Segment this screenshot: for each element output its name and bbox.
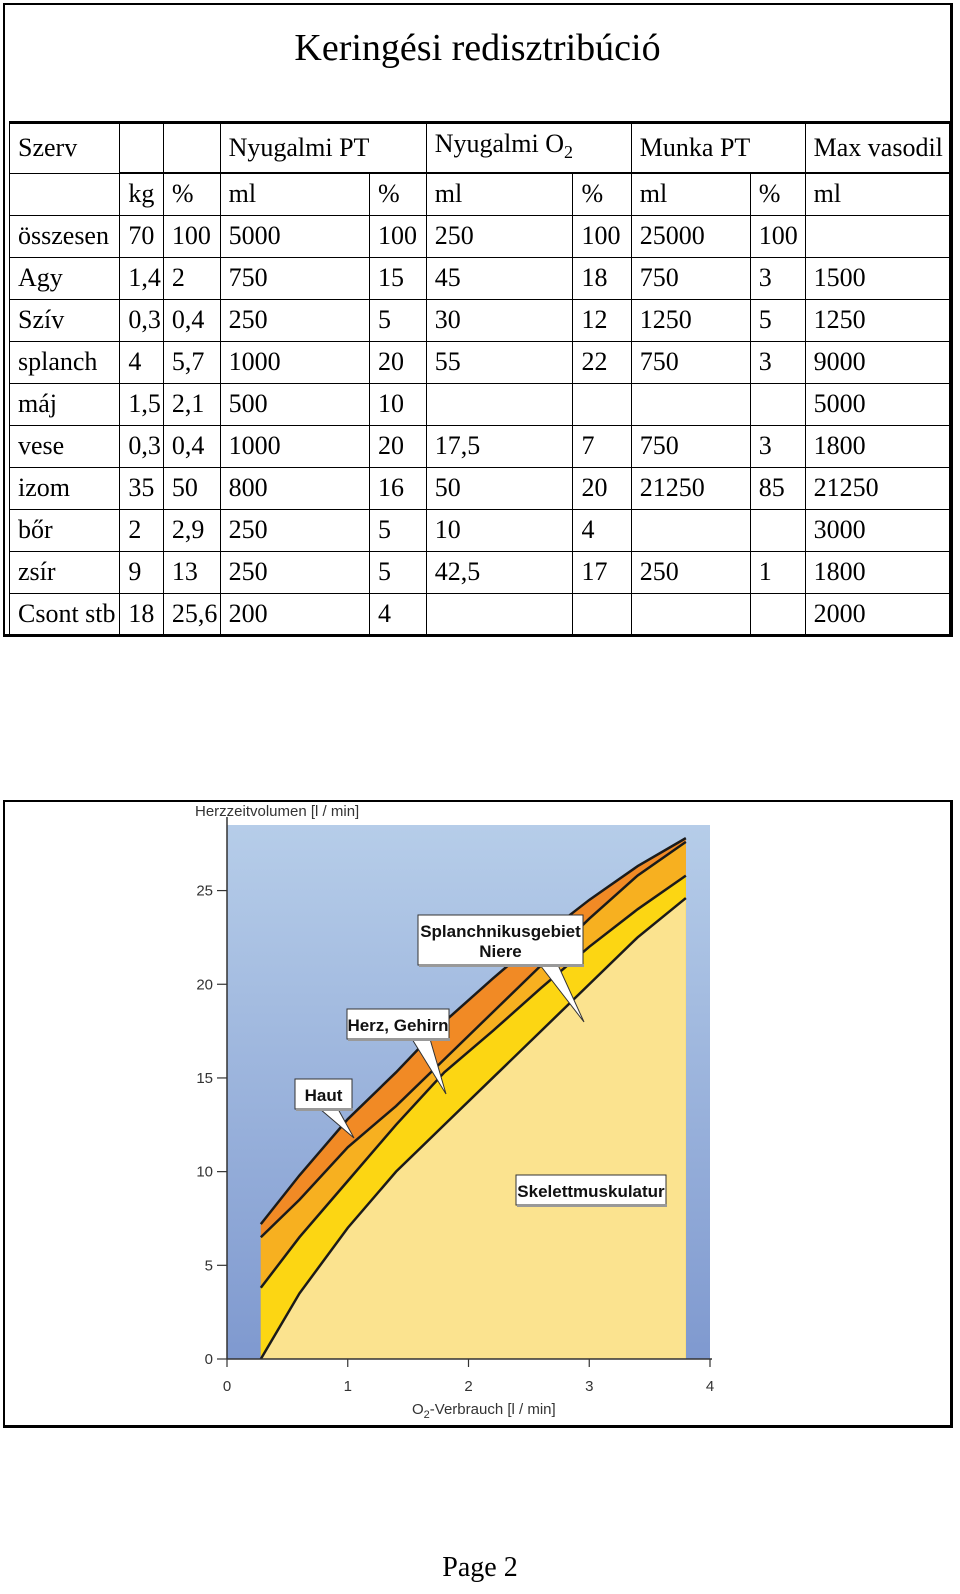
table-cell: 2,1: [163, 383, 220, 425]
table-cell: 250: [220, 551, 369, 593]
table-cell: 25000: [631, 215, 750, 257]
table-cell: 5: [750, 299, 805, 341]
table-cell: [369, 123, 426, 174]
table-cell: 1250: [805, 299, 949, 341]
table-cell: [426, 593, 573, 635]
table-cell: 750: [631, 425, 750, 467]
table-cell: izom: [10, 467, 120, 509]
table-cell: 0,4: [163, 299, 220, 341]
table-cell: 5000: [220, 215, 369, 257]
table-cell: 10: [369, 383, 426, 425]
table-cell: 3: [750, 341, 805, 383]
table-row: [10, 383, 950, 425]
table-cell: 2000: [805, 593, 949, 635]
table-cell: 1,4: [120, 257, 164, 299]
table-cell: 35: [120, 467, 164, 509]
table-cell: [750, 509, 805, 551]
table-cell: [750, 123, 805, 174]
table-cell: [631, 509, 750, 551]
table-cell: 3: [750, 257, 805, 299]
table-cell: 250: [426, 215, 573, 257]
redistribution-table: [9, 121, 950, 636]
table-cell: [631, 593, 750, 635]
table-cell: [426, 383, 573, 425]
callout-haut-text: Haut: [304, 1086, 343, 1105]
x-tick-label: 3: [585, 1378, 594, 1395]
table-cell: [10, 173, 120, 215]
table-cell: [163, 123, 220, 174]
table-cell: 2,9: [163, 509, 220, 551]
table-cell: 4: [573, 509, 631, 551]
table-cell: 100: [163, 215, 220, 257]
table-row: [10, 341, 950, 383]
table-cell: 4: [120, 341, 164, 383]
table-cell: 18: [573, 257, 631, 299]
table-cell: Nyugalmi $O_2$: [426, 123, 573, 174]
table-row: [10, 215, 950, 257]
table-cell: 1000: [220, 425, 369, 467]
table-cell: 1800: [805, 551, 949, 593]
table-cell: Munka PT: [631, 123, 750, 174]
table-cell: 55: [426, 341, 573, 383]
table-cell: 50: [163, 467, 220, 509]
table-cell: 1000: [220, 341, 369, 383]
table-cell: 20: [573, 467, 631, 509]
table-cell: Max vasodil: [805, 123, 949, 174]
table-cell: 21250: [805, 467, 949, 509]
table-cell: 500: [220, 383, 369, 425]
table-cell: 3000: [805, 509, 949, 551]
table-cell: Szerv: [10, 123, 120, 174]
y-tick-label: 10: [196, 1163, 213, 1181]
table-cell: 1500: [805, 257, 949, 299]
table-cell: %: [369, 173, 426, 215]
table-cell: 5: [369, 551, 426, 593]
table-cell: 45: [426, 257, 573, 299]
table-row: [10, 467, 950, 509]
table-cell: 21250: [631, 467, 750, 509]
table-cell: 250: [220, 299, 369, 341]
table-cell: 20: [369, 341, 426, 383]
cardiac-output-chart: [5, 802, 950, 1425]
table-cell: ml: [426, 173, 573, 215]
callout-herz-gehirn-shadow: [348, 1038, 450, 1041]
page-title: Keringési redisztribúció: [294, 27, 661, 69]
table-cell: 250: [631, 551, 750, 593]
table-cell: 1,5: [120, 383, 164, 425]
table-cell: 5000: [805, 383, 949, 425]
table-row: [10, 509, 950, 551]
table-cell: 13: [163, 551, 220, 593]
table-cell: 5: [369, 509, 426, 551]
table-cell: Szív: [10, 299, 120, 341]
table-cell: [750, 593, 805, 635]
table-cell: 25,6: [163, 593, 220, 635]
table-cell: ml: [631, 173, 750, 215]
callout-haut-shadow: [296, 1108, 353, 1111]
x-axis-label: $O_2$-Verbrauch [l / min]: [412, 1401, 556, 1421]
callout-skelettmuskulatur-shadow: [517, 1204, 667, 1207]
y-axis-label: Herzzeitvolumen [l / min]: [195, 803, 360, 820]
chart-panel: [3, 800, 953, 1428]
table-cell: splanch: [10, 341, 120, 383]
table-cell: 750: [631, 257, 750, 299]
table-cell: összesen: [10, 215, 120, 257]
table-cell: 2: [120, 509, 164, 551]
table-cell: 22: [573, 341, 631, 383]
table-cell: 20: [369, 425, 426, 467]
table-cell: 200: [220, 593, 369, 635]
table-cell: 16: [369, 467, 426, 509]
table-cell: ml: [805, 173, 949, 215]
table-cell: 9: [120, 551, 164, 593]
table-cell: ml: [220, 173, 369, 215]
table-cell: 9000: [805, 341, 949, 383]
table-cell: [805, 215, 949, 257]
table-cell: 85: [750, 467, 805, 509]
table-cell: 0,3: [120, 425, 164, 467]
o2-subscript: 2: [563, 142, 573, 162]
table-cell: máj: [10, 383, 120, 425]
table-cell: 30: [426, 299, 573, 341]
table-cell: %: [163, 173, 220, 215]
table-cell: [573, 123, 631, 174]
table-cell: %: [750, 173, 805, 215]
table-cell: [573, 593, 631, 635]
x-tick-label: 4: [705, 1378, 715, 1395]
table-cell: 2: [163, 257, 220, 299]
table-cell: 800: [220, 467, 369, 509]
y-tick-label: 15: [196, 1069, 213, 1087]
table-cell: 3: [750, 425, 805, 467]
x-tick-label: 2: [464, 1378, 473, 1395]
table-cell: Csont stb: [10, 593, 120, 635]
table-cell: 100: [369, 215, 426, 257]
table-cell: [120, 123, 164, 174]
table-cell: [573, 383, 631, 425]
table-units-row: [10, 173, 950, 215]
table-cell: 17: [573, 551, 631, 593]
table-cell: 0,4: [163, 425, 220, 467]
table-cell: 42,5: [426, 551, 573, 593]
table-cell: 0,3: [120, 299, 164, 341]
table-cell: Agy: [10, 257, 120, 299]
x-tick-label: 0: [222, 1378, 232, 1395]
table-cell: 750: [220, 257, 369, 299]
callout-splanchnikus-text: Splanchnikusgebiet: [420, 922, 581, 941]
table-cell: 100: [573, 215, 631, 257]
callout-skelettmuskulatur-text: Skelettmuskulatur: [517, 1182, 665, 1201]
x-tick-label: 1: [343, 1378, 352, 1395]
table-cell: Nyugalmi PT: [220, 123, 369, 174]
table-row: [10, 425, 950, 467]
table-cell: 750: [631, 341, 750, 383]
table-cell: kg: [120, 173, 164, 215]
callout-splanchnikus-shadow: [419, 964, 584, 967]
y-tick-label: 25: [196, 882, 213, 900]
table-row: [10, 551, 950, 593]
y-tick-label: 5: [204, 1257, 213, 1275]
table-row: [10, 257, 950, 299]
table-cell: %: [573, 173, 631, 215]
table-row: [10, 593, 950, 635]
table-cell: 1: [750, 551, 805, 593]
table-cell: 15: [369, 257, 426, 299]
table-cell: zsír: [10, 551, 120, 593]
table-cell: vese: [10, 425, 120, 467]
y-tick-label: 0: [204, 1351, 213, 1368]
table-cell: 5,7: [163, 341, 220, 383]
table-cell: 4: [369, 593, 426, 635]
table-cell: 7: [573, 425, 631, 467]
table-header-row: [10, 123, 950, 174]
table-cell: 70: [120, 215, 164, 257]
table-cell: 5: [369, 299, 426, 341]
page-number: Page 2: [442, 1552, 518, 1583]
table-cell: 50: [426, 467, 573, 509]
table-cell: 1800: [805, 425, 949, 467]
callout-herz-gehirn-text: Herz, Gehirn: [347, 1016, 449, 1035]
table-cell: [750, 383, 805, 425]
table-cell: 17,5: [426, 425, 573, 467]
table-cell: 12: [573, 299, 631, 341]
table-cell: 100: [750, 215, 805, 257]
table-row: [10, 299, 950, 341]
table-cell: bőr: [10, 509, 120, 551]
table-cell: 10: [426, 509, 573, 551]
table-cell: 250: [220, 509, 369, 551]
table-cell: [631, 383, 750, 425]
table-cell: 1250: [631, 299, 750, 341]
table-cell: 18: [120, 593, 164, 635]
table-panel: [3, 3, 953, 637]
callout-splanchnikus-text: Niere: [479, 942, 522, 961]
y-tick-label: 20: [196, 976, 213, 994]
